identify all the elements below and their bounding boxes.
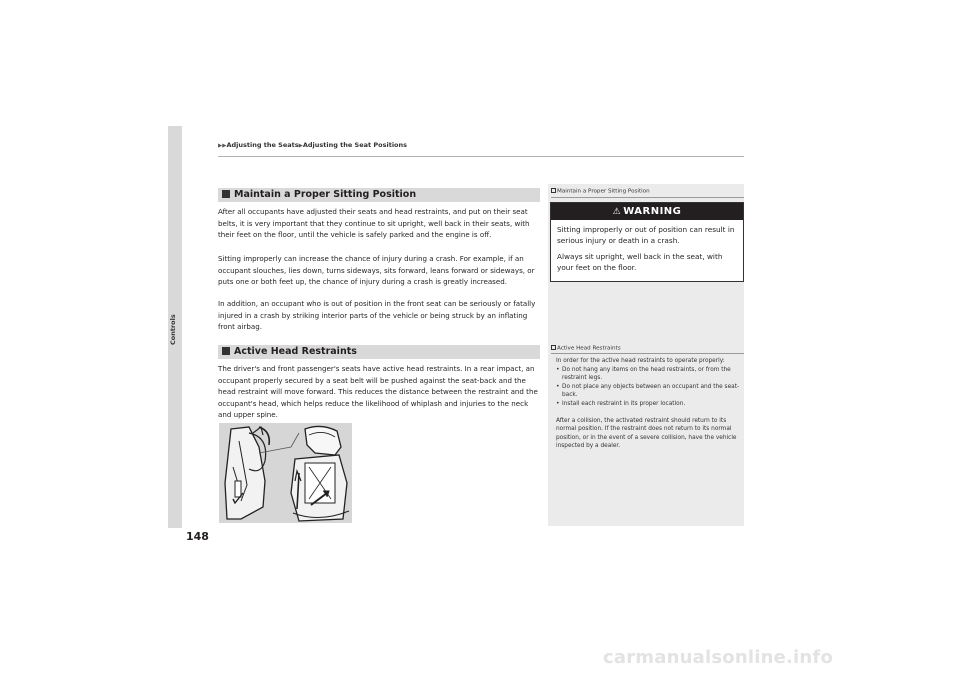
note-marker-icon (551, 188, 556, 193)
seat-diagram-icon (219, 423, 352, 523)
triangle-right-icon: ▶ (298, 143, 303, 149)
note-title-sitting: Maintain a Proper Sitting Position (551, 188, 650, 195)
warning-box (550, 202, 744, 282)
section-heading-sitting: Maintain a Proper Sitting Position (218, 188, 540, 202)
square-bullet-icon (222, 190, 230, 198)
note-marker-icon (551, 345, 556, 350)
paragraph-sitting-1: After all occupants have adjusted their seats and head restraints, and put on their seat belts, it is very important that they continue to sit upright, well back in their seats, with their feet on the floor, until the vehicle is safely parked and the engine is off. (218, 207, 530, 240)
warning-triangle-icon: ⚠ (612, 207, 622, 217)
note-intro: In order for the active head restraints to operate properly: (556, 358, 725, 364)
page-number: 148 (186, 530, 209, 543)
warning-text-1: Sitting improperly or out of position can result in serious injury or death in a crash. (557, 225, 735, 245)
head-restraint-illustration (219, 423, 352, 523)
warning-text-2: Always sit upright, well back in the seat, with your feet on the floor. (557, 252, 723, 272)
breadcrumb (218, 141, 407, 149)
note-after-collision: After a collision, the activated restraint should return to its normal position. If the restraint does not return to its normal position, or in the event of a severe collision, have the vehicle inspected by a dealer. (556, 417, 737, 450)
breadcrumb-part-1: Adjusting the Seats (226, 141, 299, 149)
note-divider (551, 353, 744, 354)
list-item: • Do not place any objects between an occupant and the seat-back. (556, 383, 740, 400)
watermark: carmanualsonline.info (603, 647, 834, 668)
breadcrumb-part-2: Adjusting the Seat Positions (302, 141, 408, 149)
note-body-restraints (556, 357, 740, 451)
note-bullet-list (556, 366, 740, 409)
list-item: • Install each restraint in its proper location. (556, 400, 740, 409)
paragraph-sitting-2: Sitting improperly can increase the chance of injury during a crash. For example, if an occupant slouches, lies down, turns sideways, sits forward, leans forward or sideways, or puts one or both feet up, the chance of injury during a crash is greatly increased. (218, 254, 535, 287)
warning-header: ⚠ WARNING (551, 203, 743, 220)
section-heading-restraints: Active Head Restraints (218, 345, 540, 359)
note-title-restraints: Active Head Restraints (551, 345, 621, 352)
note-divider (551, 197, 744, 198)
paragraph-sitting-3: In addition, an occupant who is out of position in the front seat can be seriously or fatally injured in a crash by striking interior parts of the vehicle or being struck by an inflating front airbag. (218, 299, 536, 332)
square-bullet-icon (222, 347, 230, 355)
paragraph-restraints: The driver's and front passenger's seats have active head restraints. In a rear impact, an occupant properly secured by a seat belt will be pushed against the seat-back and the head restraint will move forward. This reduces the distance between the restraint and the occupant's head, which helps reduce the likelihood of whiplash and injuries to the neck and upper spine. (218, 364, 538, 420)
triangle-right-icon: ▶ (222, 143, 227, 149)
triangle-right-icon: ▶ (218, 143, 223, 149)
header-divider (218, 156, 744, 157)
list-item: • Do not hang any items on the head restraints, or from the restraint legs. (556, 366, 740, 383)
side-tab-label: Controls (169, 314, 177, 346)
